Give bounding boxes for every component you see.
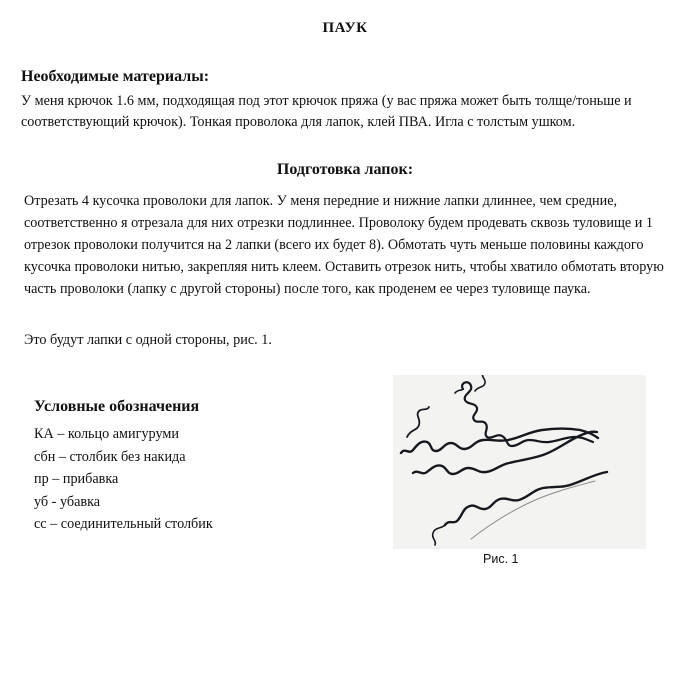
materials-text: У меня крючок 1.6 мм, подходящая под этот крючок пряжа (у вас пряжа может быть толще/тоньше и соответствующий крючок). Тонкая проволока для лапок, клей ПВА. Игла с толстым ушком.: [21, 93, 632, 130]
legend-item: сбн – столбик без накида: [34, 448, 186, 465]
legs-note: Это будут лапки с одной стороны, рис. 1.: [24, 332, 272, 348]
preparation-text: Отрезать 4 кусочка проволоки для лапок. У меня передние и нижние лапки длиннее, чем средние, соответственно я отрезала для них отрезки подлиннее. Проволоку будем продевать сквозь туловище и 1 отрезок проволоки получится на 2 лапки (всего их будет 8). Обмотать чуть меньше половины каждого кусочка проволоки нитью, закрепляя нить клеем. Оставить отрезок нить, чтобы хватило обмотать вторую часть проволоки (лапку с другой стороны) после того, как проденем ее через туловище паука.: [24, 193, 664, 297]
exposed-wire: [471, 481, 595, 539]
figure-photo: [393, 375, 646, 549]
legend-item: пр – прибавка: [34, 471, 119, 487]
loose-yarn-end: [433, 525, 445, 545]
document-title: ПАУК: [322, 20, 368, 36]
legend-item: сс – соединительный столбик: [34, 516, 213, 532]
legend-list: [34, 423, 213, 536]
preparation-heading: Подготовка лапок:: [276, 161, 414, 178]
legend-heading: Условные обозначения: [34, 398, 200, 415]
legend-item: уб - убавка: [34, 493, 101, 510]
materials-heading: Необходимые материалы:: [21, 68, 210, 85]
legend-item: КА – кольцо амигуруми: [34, 426, 179, 442]
wrapped-wire-legs-illustration: [393, 375, 646, 549]
wrapped-leg-4: [445, 472, 607, 525]
wrapped-leg-1: [462, 382, 593, 446]
figure-caption: Рис. 1: [483, 552, 519, 566]
wrapped-leg-2-curl: [407, 407, 429, 437]
